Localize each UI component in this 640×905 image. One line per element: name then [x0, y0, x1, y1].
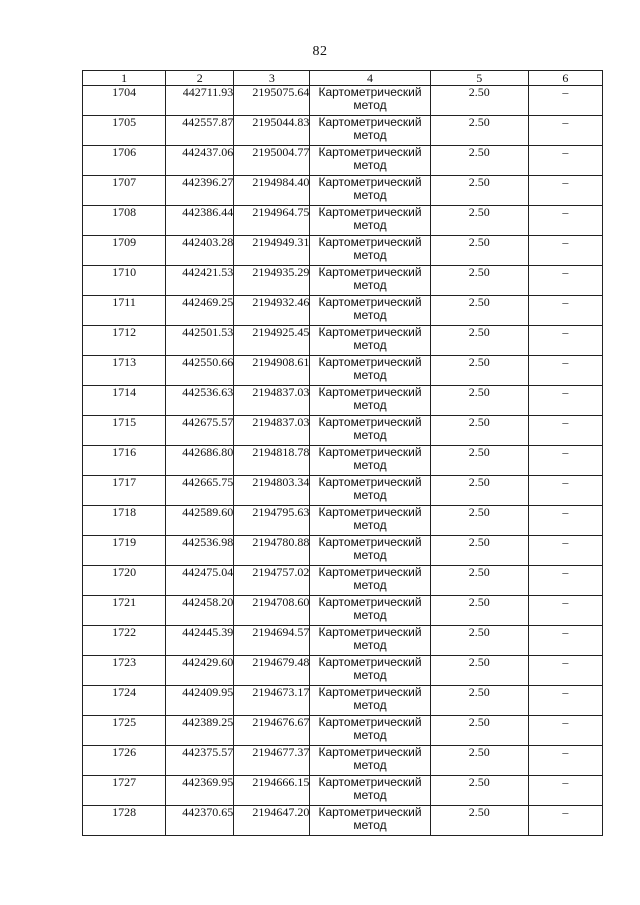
y-coordinate-cell: 2194925.45: [234, 326, 310, 356]
method-line-1: Картометрический: [318, 625, 422, 639]
table-row: [83, 86, 603, 116]
method-line-1: Картометрический: [318, 535, 422, 549]
y-coordinate-cell: 2194673.17: [234, 686, 310, 716]
point-number-cell: 1720: [83, 566, 166, 596]
accuracy-cell: 2.50: [430, 716, 528, 746]
y-coordinate-cell: 2194949.31: [234, 236, 310, 266]
table-header-row: [83, 71, 603, 86]
note-cell: –: [528, 206, 602, 236]
point-number-cell: 1704: [83, 86, 166, 116]
x-coordinate-cell: 442711.93: [166, 86, 234, 116]
note-cell: –: [528, 626, 602, 656]
point-number-cell: 1725: [83, 716, 166, 746]
method-cell: [310, 806, 430, 836]
method-line-2: метод: [353, 758, 387, 772]
table-row: [83, 296, 603, 326]
point-number-cell: 1708: [83, 206, 166, 236]
method-line-2: метод: [353, 818, 387, 832]
method-line-2: метод: [353, 128, 387, 142]
page-number: 82: [312, 44, 328, 59]
x-coordinate-cell: 442421.53: [166, 266, 234, 296]
accuracy-cell: 2.50: [430, 236, 528, 266]
method-line-2: метод: [353, 308, 387, 322]
point-number-cell: 1707: [83, 176, 166, 206]
header-col-2: 2: [166, 71, 234, 86]
table-row: [83, 626, 603, 656]
method-line-2: метод: [353, 578, 387, 592]
accuracy-cell: 2.50: [430, 806, 528, 836]
note-cell: –: [528, 326, 602, 356]
method-cell: [310, 326, 430, 356]
method-cell: [310, 476, 430, 506]
note-cell: –: [528, 596, 602, 626]
point-number-cell: 1718: [83, 506, 166, 536]
x-coordinate-cell: 442403.28: [166, 236, 234, 266]
note-cell: –: [528, 476, 602, 506]
method-cell: [310, 296, 430, 326]
method-line-2: метод: [353, 338, 387, 352]
note-cell: –: [528, 536, 602, 566]
method-cell: [310, 506, 430, 536]
method-line-2: метод: [353, 398, 387, 412]
note-cell: –: [528, 386, 602, 416]
x-coordinate-cell: 442665.75: [166, 476, 234, 506]
accuracy-cell: 2.50: [430, 146, 528, 176]
table-row: [83, 506, 603, 536]
method-line-2: метод: [353, 98, 387, 112]
y-coordinate-cell: 2194935.29: [234, 266, 310, 296]
note-cell: –: [528, 506, 602, 536]
point-number-cell: 1716: [83, 446, 166, 476]
method-line-2: метод: [353, 788, 387, 802]
y-coordinate-cell: 2194676.67: [234, 716, 310, 746]
method-cell: [310, 266, 430, 296]
note-cell: –: [528, 656, 602, 686]
method-line-1: Картометрический: [318, 445, 422, 459]
table-row: [83, 356, 603, 386]
method-line-1: Картометрический: [318, 235, 422, 249]
x-coordinate-cell: 442675.57: [166, 416, 234, 446]
method-cell: [310, 206, 430, 236]
point-number-cell: 1728: [83, 806, 166, 836]
x-coordinate-cell: 442458.20: [166, 596, 234, 626]
point-number-cell: 1714: [83, 386, 166, 416]
x-coordinate-cell: 442589.60: [166, 506, 234, 536]
y-coordinate-cell: 2194795.63: [234, 506, 310, 536]
x-coordinate-cell: 442389.25: [166, 716, 234, 746]
accuracy-cell: 2.50: [430, 596, 528, 626]
x-coordinate-cell: 442536.63: [166, 386, 234, 416]
method-cell: [310, 116, 430, 146]
method-cell: [310, 176, 430, 206]
method-line-2: метод: [353, 548, 387, 562]
table-row: [83, 386, 603, 416]
point-number-cell: 1705: [83, 116, 166, 146]
y-coordinate-cell: 2194932.46: [234, 296, 310, 326]
accuracy-cell: 2.50: [430, 776, 528, 806]
table-row: [83, 116, 603, 146]
x-coordinate-cell: 442396.27: [166, 176, 234, 206]
method-line-1: Картометрический: [318, 805, 422, 819]
method-line-1: Картометрический: [318, 745, 422, 759]
x-coordinate-cell: 442445.39: [166, 626, 234, 656]
header-col-4: 4: [310, 71, 430, 86]
point-number-cell: 1722: [83, 626, 166, 656]
point-number-cell: 1727: [83, 776, 166, 806]
x-coordinate-cell: 442469.25: [166, 296, 234, 326]
x-coordinate-cell: 442550.66: [166, 356, 234, 386]
method-line-1: Картометрический: [318, 325, 422, 339]
accuracy-cell: 2.50: [430, 656, 528, 686]
accuracy-cell: 2.50: [430, 746, 528, 776]
table-row: [83, 416, 603, 446]
method-line-2: метод: [353, 368, 387, 382]
point-number-cell: 1715: [83, 416, 166, 446]
coordinates-table: [82, 70, 603, 836]
method-cell: [310, 596, 430, 626]
x-coordinate-cell: 442557.87: [166, 116, 234, 146]
method-line-1: Картометрический: [318, 175, 422, 189]
method-line-1: Картометрический: [318, 655, 422, 669]
table-row: [83, 806, 603, 836]
x-coordinate-cell: 442375.57: [166, 746, 234, 776]
accuracy-cell: 2.50: [430, 446, 528, 476]
x-coordinate-cell: 442501.53: [166, 326, 234, 356]
x-coordinate-cell: 442475.04: [166, 566, 234, 596]
accuracy-cell: 2.50: [430, 536, 528, 566]
x-coordinate-cell: 442429.60: [166, 656, 234, 686]
method-line-2: метод: [353, 248, 387, 262]
point-number-cell: 1719: [83, 536, 166, 566]
accuracy-cell: 2.50: [430, 386, 528, 416]
note-cell: –: [528, 296, 602, 326]
method-cell: [310, 776, 430, 806]
accuracy-cell: 2.50: [430, 506, 528, 536]
table-row: [83, 716, 603, 746]
point-number-cell: 1709: [83, 236, 166, 266]
method-line-1: Картометрический: [318, 115, 422, 129]
x-coordinate-cell: 442536.98: [166, 536, 234, 566]
y-coordinate-cell: 2195004.77: [234, 146, 310, 176]
note-cell: –: [528, 146, 602, 176]
accuracy-cell: 2.50: [430, 296, 528, 326]
method-cell: [310, 716, 430, 746]
method-line-1: Картометрический: [318, 385, 422, 399]
method-line-2: метод: [353, 638, 387, 652]
method-line-1: Картометрический: [318, 595, 422, 609]
note-cell: –: [528, 746, 602, 776]
method-line-1: Картометрический: [318, 475, 422, 489]
point-number-cell: 1706: [83, 146, 166, 176]
accuracy-cell: 2.50: [430, 416, 528, 446]
y-coordinate-cell: 2194837.03: [234, 416, 310, 446]
method-cell: [310, 146, 430, 176]
note-cell: –: [528, 116, 602, 146]
note-cell: –: [528, 686, 602, 716]
point-number-cell: 1710: [83, 266, 166, 296]
note-cell: –: [528, 266, 602, 296]
y-coordinate-cell: 2194984.40: [234, 176, 310, 206]
x-coordinate-cell: 442437.06: [166, 146, 234, 176]
y-coordinate-cell: 2194803.34: [234, 476, 310, 506]
method-line-1: Картометрический: [318, 295, 422, 309]
method-line-1: Картометрический: [318, 265, 422, 279]
table-row: [83, 206, 603, 236]
x-coordinate-cell: 442409.95: [166, 686, 234, 716]
note-cell: –: [528, 86, 602, 116]
accuracy-cell: 2.50: [430, 566, 528, 596]
y-coordinate-cell: 2194647.20: [234, 806, 310, 836]
method-cell: [310, 626, 430, 656]
y-coordinate-cell: 2194780.88: [234, 536, 310, 566]
table-row: [83, 266, 603, 296]
method-line-1: Картометрический: [318, 775, 422, 789]
note-cell: –: [528, 806, 602, 836]
method-cell: [310, 446, 430, 476]
point-number-cell: 1724: [83, 686, 166, 716]
method-line-2: метод: [353, 278, 387, 292]
method-line-1: Картометрический: [318, 415, 422, 429]
x-coordinate-cell: 442370.65: [166, 806, 234, 836]
note-cell: –: [528, 416, 602, 446]
method-line-2: метод: [353, 488, 387, 502]
method-cell: [310, 236, 430, 266]
y-coordinate-cell: 2195075.64: [234, 86, 310, 116]
method-cell: [310, 356, 430, 386]
point-number-cell: 1711: [83, 296, 166, 326]
table-row: [83, 236, 603, 266]
note-cell: –: [528, 176, 602, 206]
note-cell: –: [528, 566, 602, 596]
point-number-cell: 1723: [83, 656, 166, 686]
y-coordinate-cell: 2194818.78: [234, 446, 310, 476]
method-line-2: метод: [353, 728, 387, 742]
accuracy-cell: 2.50: [430, 626, 528, 656]
method-line-1: Картометрический: [318, 205, 422, 219]
method-line-2: метод: [353, 218, 387, 232]
method-line-2: метод: [353, 188, 387, 202]
header-col-3: 3: [234, 71, 310, 86]
method-line-1: Картометрический: [318, 355, 422, 369]
y-coordinate-cell: 2194908.61: [234, 356, 310, 386]
y-coordinate-cell: 2194757.02: [234, 566, 310, 596]
accuracy-cell: 2.50: [430, 476, 528, 506]
accuracy-cell: 2.50: [430, 326, 528, 356]
accuracy-cell: 2.50: [430, 176, 528, 206]
table-body: [83, 86, 603, 836]
point-number-cell: 1726: [83, 746, 166, 776]
method-line-1: Картометрический: [318, 505, 422, 519]
y-coordinate-cell: 2194708.60: [234, 596, 310, 626]
header-col-5: 5: [430, 71, 528, 86]
note-cell: –: [528, 716, 602, 746]
table-row: [83, 446, 603, 476]
accuracy-cell: 2.50: [430, 266, 528, 296]
point-number-cell: 1721: [83, 596, 166, 626]
y-coordinate-cell: 2195044.83: [234, 116, 310, 146]
table-row: [83, 176, 603, 206]
table-row: [83, 146, 603, 176]
method-cell: [310, 386, 430, 416]
method-line-2: метод: [353, 608, 387, 622]
method-cell: [310, 86, 430, 116]
table-row: [83, 686, 603, 716]
table-row: [83, 776, 603, 806]
method-cell: [310, 746, 430, 776]
header-col-6: 6: [528, 71, 602, 86]
accuracy-cell: 2.50: [430, 206, 528, 236]
table-row: [83, 596, 603, 626]
accuracy-cell: 2.50: [430, 686, 528, 716]
method-cell: [310, 656, 430, 686]
method-line-2: метод: [353, 698, 387, 712]
y-coordinate-cell: 2194666.15: [234, 776, 310, 806]
method-line-2: метод: [353, 158, 387, 172]
x-coordinate-cell: 442369.95: [166, 776, 234, 806]
method-line-2: метод: [353, 428, 387, 442]
method-cell: [310, 566, 430, 596]
method-cell: [310, 686, 430, 716]
method-cell: [310, 416, 430, 446]
y-coordinate-cell: 2194694.57: [234, 626, 310, 656]
accuracy-cell: 2.50: [430, 116, 528, 146]
point-number-cell: 1713: [83, 356, 166, 386]
header-col-1: 1: [83, 71, 166, 86]
note-cell: –: [528, 236, 602, 266]
table-row: [83, 476, 603, 506]
method-cell: [310, 536, 430, 566]
y-coordinate-cell: 2194679.48: [234, 656, 310, 686]
y-coordinate-cell: 2194837.03: [234, 386, 310, 416]
method-line-2: метод: [353, 518, 387, 532]
table-row: [83, 566, 603, 596]
method-line-1: Картометрический: [318, 145, 422, 159]
accuracy-cell: 2.50: [430, 356, 528, 386]
note-cell: –: [528, 356, 602, 386]
method-line-2: метод: [353, 668, 387, 682]
method-line-1: Картометрический: [318, 715, 422, 729]
x-coordinate-cell: 442686.80: [166, 446, 234, 476]
y-coordinate-cell: 2194964.75: [234, 206, 310, 236]
point-number-cell: 1717: [83, 476, 166, 506]
table-row: [83, 326, 603, 356]
accuracy-cell: 2.50: [430, 86, 528, 116]
x-coordinate-cell: 442386.44: [166, 206, 234, 236]
y-coordinate-cell: 2194677.37: [234, 746, 310, 776]
point-number-cell: 1712: [83, 326, 166, 356]
method-line-1: Картометрический: [318, 685, 422, 699]
note-cell: –: [528, 776, 602, 806]
table-row: [83, 536, 603, 566]
method-line-2: метод: [353, 458, 387, 472]
table-row: [83, 746, 603, 776]
note-cell: –: [528, 446, 602, 476]
table-row: [83, 656, 603, 686]
method-line-1: Картометрический: [318, 85, 422, 99]
method-line-1: Картометрический: [318, 565, 422, 579]
